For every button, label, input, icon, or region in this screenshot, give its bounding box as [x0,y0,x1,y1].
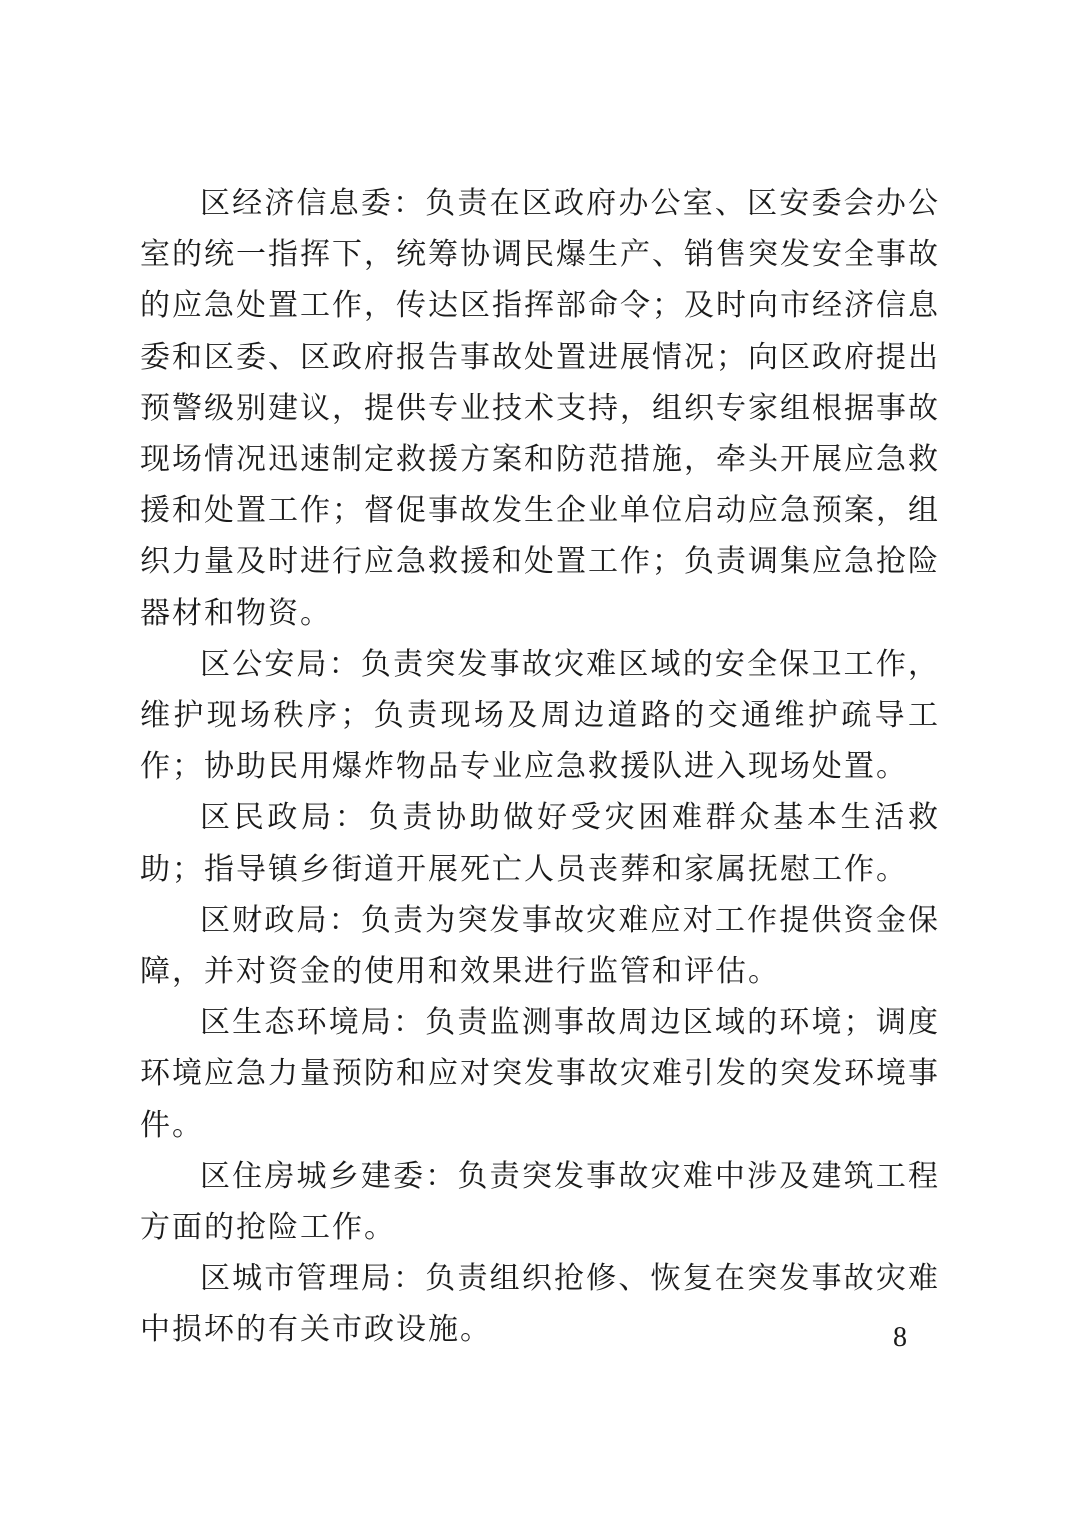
body-text [140,178,940,1356]
paragraph-housing-construction-committee: 区住房城乡建委：负责突发事故灾难中涉及建筑工程方面的抢险工作。 [140,1158,940,1246]
paragraph-urban-management-bureau: 区城市管理局：负责组织抢修、恢复在突发事故灾难中损坏的有关市政设施。 [140,1261,940,1348]
paragraph-economic-info-committee: 区经济信息委：负责在区政府办公室、区安委会办公室的统一指挥下，统筹协调民爆生产、销售突发安全事故的应急处置工作，传达区指挥部命令；及时向市经济信息委和区委、区政府报告事故处置进展情况；向区政府提出预警级别建议，提供专业技术支持，组织专家组根据事故现场情况迅速制定救援方案和防范措施，牵头开展应急救援和处置工作；督促事故发生企业单位启动应急预案，组织力量及时进行应急救援和处置工作；负责调集应急抢险器材和物资。 [140,186,940,631]
paragraph-ecology-environment-bureau: 区生态环境局：负责监测事故周边区域的环境；调度环境应急力量预防和应对突发事故灾难引发的突发环境事件。 [140,1005,940,1143]
paragraph-finance-bureau: 区财政局：负责为突发事故灾难应对工作提供资金保障，并对资金的使用和效果进行监管和评估。 [140,902,940,990]
page-number: 8 [893,1322,907,1353]
paragraph-civil-affairs-bureau: 区民政局：负责协助做好受灾困难群众基本生活救助；指导镇乡街道开展死亡人员丧葬和家属抚慰工作。 [140,800,940,887]
paragraph-public-security-bureau: 区公安局：负责突发事故灾难区域的安全保卫工作，维护现场秩序；负责现场及周边道路的交通维护疏导工作；协助民用爆炸物品专业应急救援队进入现场处置。 [140,646,940,785]
